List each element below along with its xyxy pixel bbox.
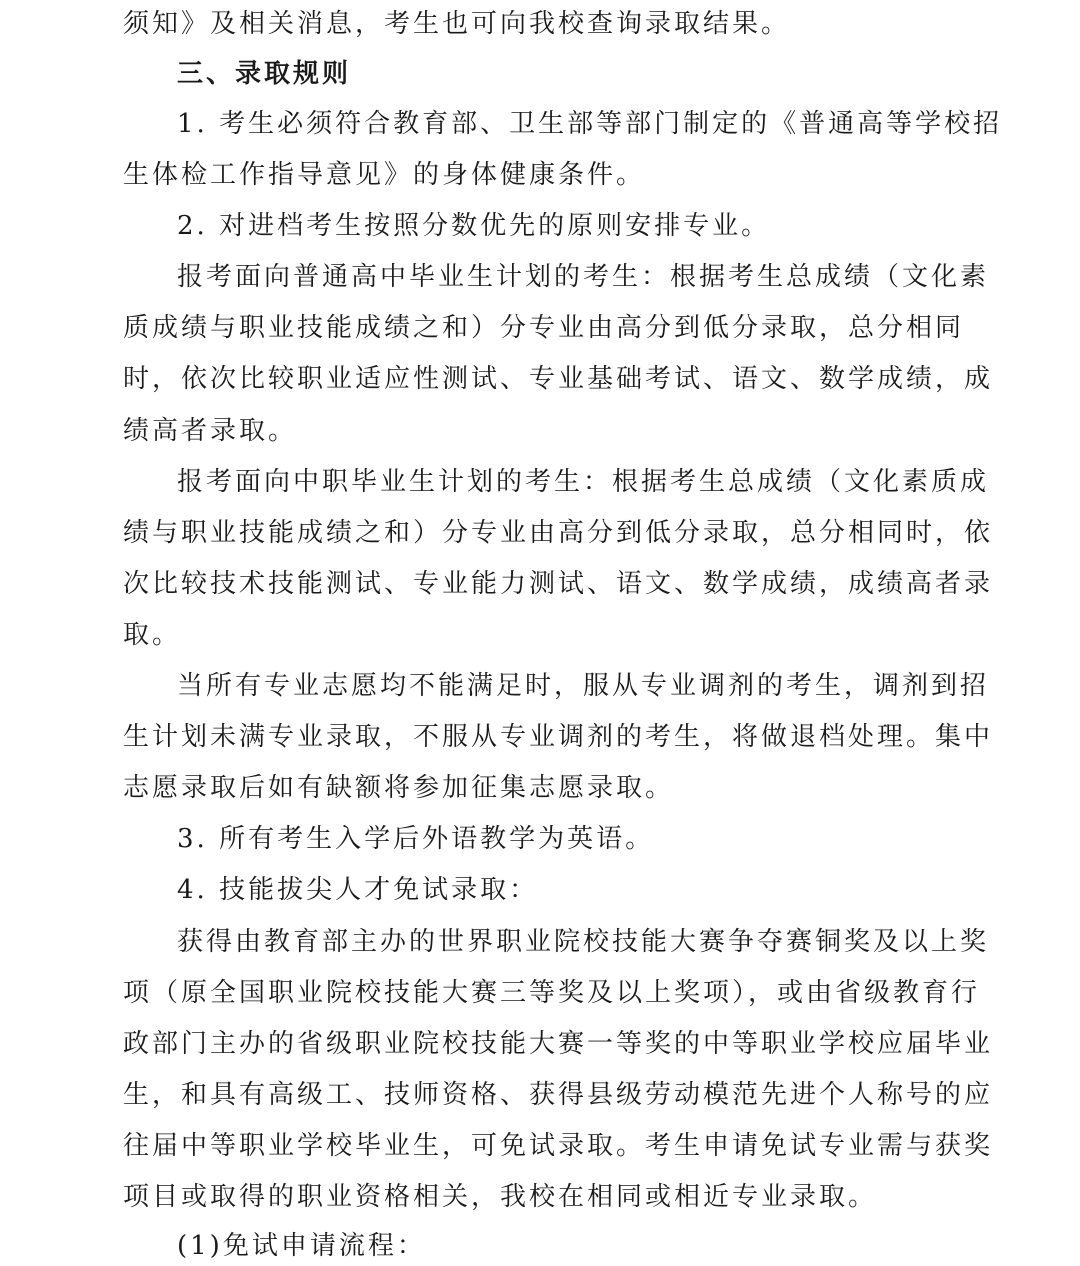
text-line: 时，依次比较职业适应性测试、专业基础考试、语文、数学成绩，成 <box>123 364 994 394</box>
text-line: 报考面向中职毕业生计划的考生：根据考生总成绩（文化素质成 <box>177 467 990 497</box>
text-line: 绩高者录取。 <box>123 416 298 446</box>
text-line: 生计划未满专业录取，不服从专业调剂的考生，将做退档处理。集中 <box>123 722 994 752</box>
text-line: 4. 技能拔尖人才免试录取： <box>177 875 539 905</box>
text-line: 1. 考生必须符合教育部、卫生部等部门制定的《普通高等学校招 <box>177 109 1003 139</box>
text-line: 3. 所有考生入学后外语教学为英语。 <box>177 824 655 854</box>
text-line: 项目或取得的职业资格相关，我校在相同或相近专业录取。 <box>123 1182 878 1212</box>
section-heading: 三、录取规则 <box>177 59 352 89</box>
text-line: 往届中等职业学校毕业生，可免试录取。考生申请免试专业需与获奖 <box>123 1131 994 1161</box>
text-line: 取。 <box>123 620 182 650</box>
text-line: 报考面向普通高中毕业生计划的考生：根据考生总成绩（文化素 <box>177 262 990 292</box>
text-line: 2. 对进档考生按照分数优先的原则安排专业。 <box>177 211 771 241</box>
text-line: 绩与职业技能成绩之和）分专业由高分到低分录取，总分相同时，依 <box>123 518 994 548</box>
text-line: 志愿录取后如有缺额将参加征集志愿录取。 <box>123 773 675 803</box>
text-line: (1)免试申请流程： <box>177 1231 426 1261</box>
text-line: 须知》及相关消息，考生也可向我校查询录取结果。 <box>123 9 791 39</box>
text-line: 生体检工作指导意见》的身体健康条件。 <box>123 160 646 190</box>
text-line: 当所有专业志愿均不能满足时，服从专业调剂的考生，调剂到招 <box>177 671 990 701</box>
text-line: 质成绩与职业技能成绩之和）分专业由高分到低分录取，总分相同 <box>123 313 965 343</box>
text-line: 次比较技术技能测试、专业能力测试、语文、数学成绩，成绩高者录 <box>123 569 994 599</box>
text-line: 生，和具有高级工、技师资格、获得县级劳动模范先进个人称号的应 <box>123 1080 994 1110</box>
text-line: 政部门主办的省级职业院校技能大赛一等奖的中等职业学校应届毕业 <box>123 1029 994 1059</box>
text-line: 获得由教育部主办的世界职业院校技能大赛争夺赛铜奖及以上奖 <box>177 927 990 957</box>
text-line: 项（原全国职业院校技能大赛三等奖及以上奖项），或由省级教育行 <box>123 978 981 1008</box>
